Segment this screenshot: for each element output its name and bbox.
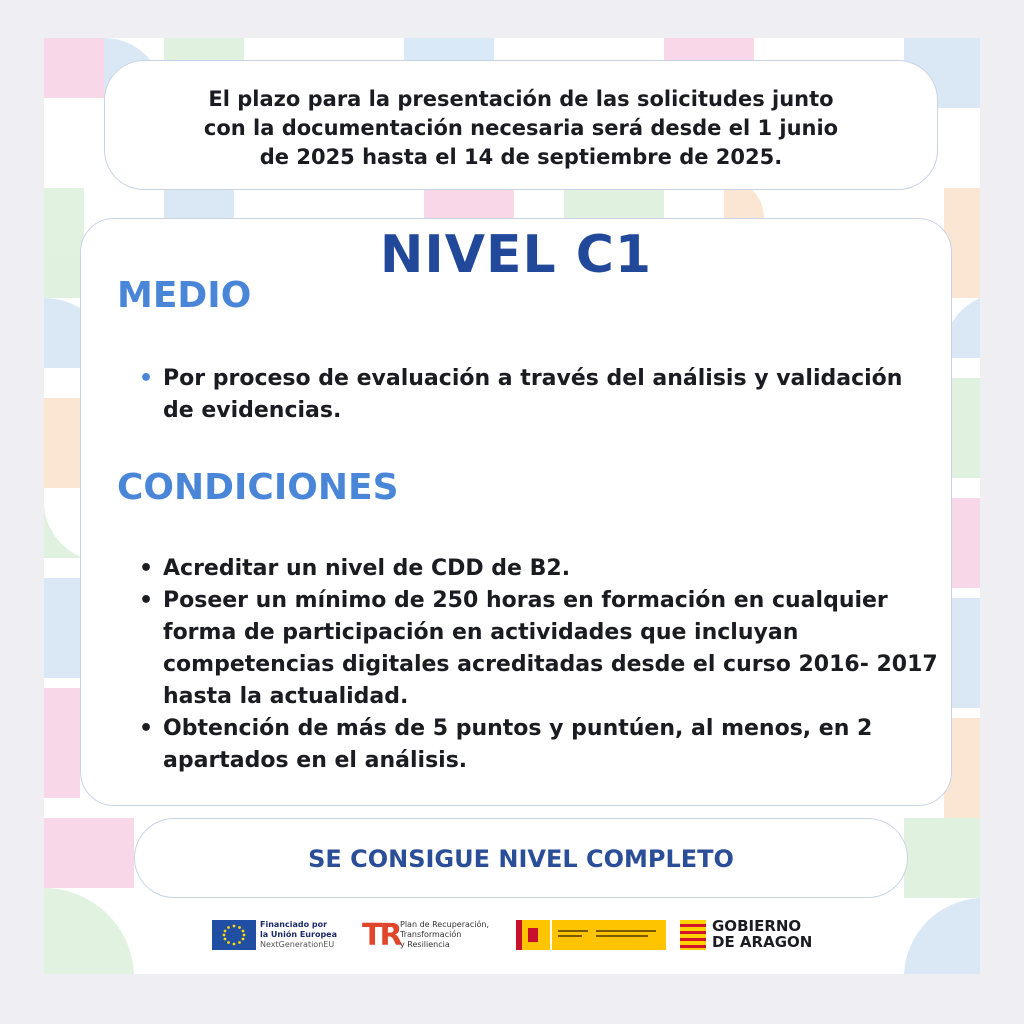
list-item-text: Poseer un mínimo de 250 horas en formación en cualquier forma de participación en actividades que incluyan competencias digitales acreditadas desde el curso 2016- 2017 hasta la actualidad. (163, 588, 938, 709)
list-item-text: Por proceso de evaluación a través del análisis y validación de evidencias. (163, 366, 903, 423)
level-title: NIVEL C1 (379, 225, 653, 285)
medio-heading: MEDIO (117, 275, 252, 316)
notice-panel (104, 60, 938, 190)
notice-line: con la documentación necesaria será desde el 1 junio (203, 116, 839, 140)
aragon-line: DE ARAGON (712, 933, 813, 951)
list-item (139, 553, 939, 585)
eu-line: Financiado por (260, 920, 328, 929)
medio-list (139, 363, 939, 427)
aragon-flag-icon (680, 920, 706, 950)
prtr-line: Plan de Recuperación, (400, 920, 490, 929)
bullet-icon: • (139, 588, 154, 613)
list-item (139, 585, 939, 713)
list-item-text: Acreditar un nivel de CDD de B2. (163, 556, 571, 581)
bullet-icon: • (139, 366, 154, 391)
list-item-text: Obtención de más de 5 puntos y puntúen, al menos, en 2 apartados en el análisis. (163, 716, 873, 773)
eu-line: NextGenerationEU (260, 940, 335, 949)
prtr-line: Transformación (400, 930, 462, 939)
spain-government-logo (516, 918, 666, 952)
notice-line: El plazo para la presentación de las solicitudes junto (208, 87, 834, 111)
aragon-line: GOBIERNO (712, 917, 802, 935)
poster (44, 38, 980, 974)
notice-line: de 2025 hasta el 14 de septiembre de 2025. (259, 145, 783, 169)
notice-text (105, 85, 937, 172)
eu-flag-icon (212, 920, 256, 950)
prtr-logo (362, 918, 512, 952)
main-panel (80, 218, 952, 806)
list-item (139, 713, 939, 777)
list-item (139, 363, 939, 427)
eu-line: la Unión Europea (260, 930, 337, 939)
prtr-mark-icon: TR (362, 918, 400, 953)
result-panel (134, 818, 908, 898)
eu-logo (212, 918, 362, 952)
condiciones-list (139, 553, 939, 777)
condiciones-heading: CONDICIONES (117, 467, 399, 508)
prtr-line: y Resiliencia (400, 940, 450, 949)
bullet-icon: • (139, 556, 154, 581)
logo-strip (194, 906, 854, 962)
result-text: SE CONSIGUE NIVEL COMPLETO (308, 845, 734, 873)
aragon-logo (680, 918, 830, 952)
spain-government-icon (516, 920, 666, 950)
bullet-icon: • (139, 716, 154, 741)
